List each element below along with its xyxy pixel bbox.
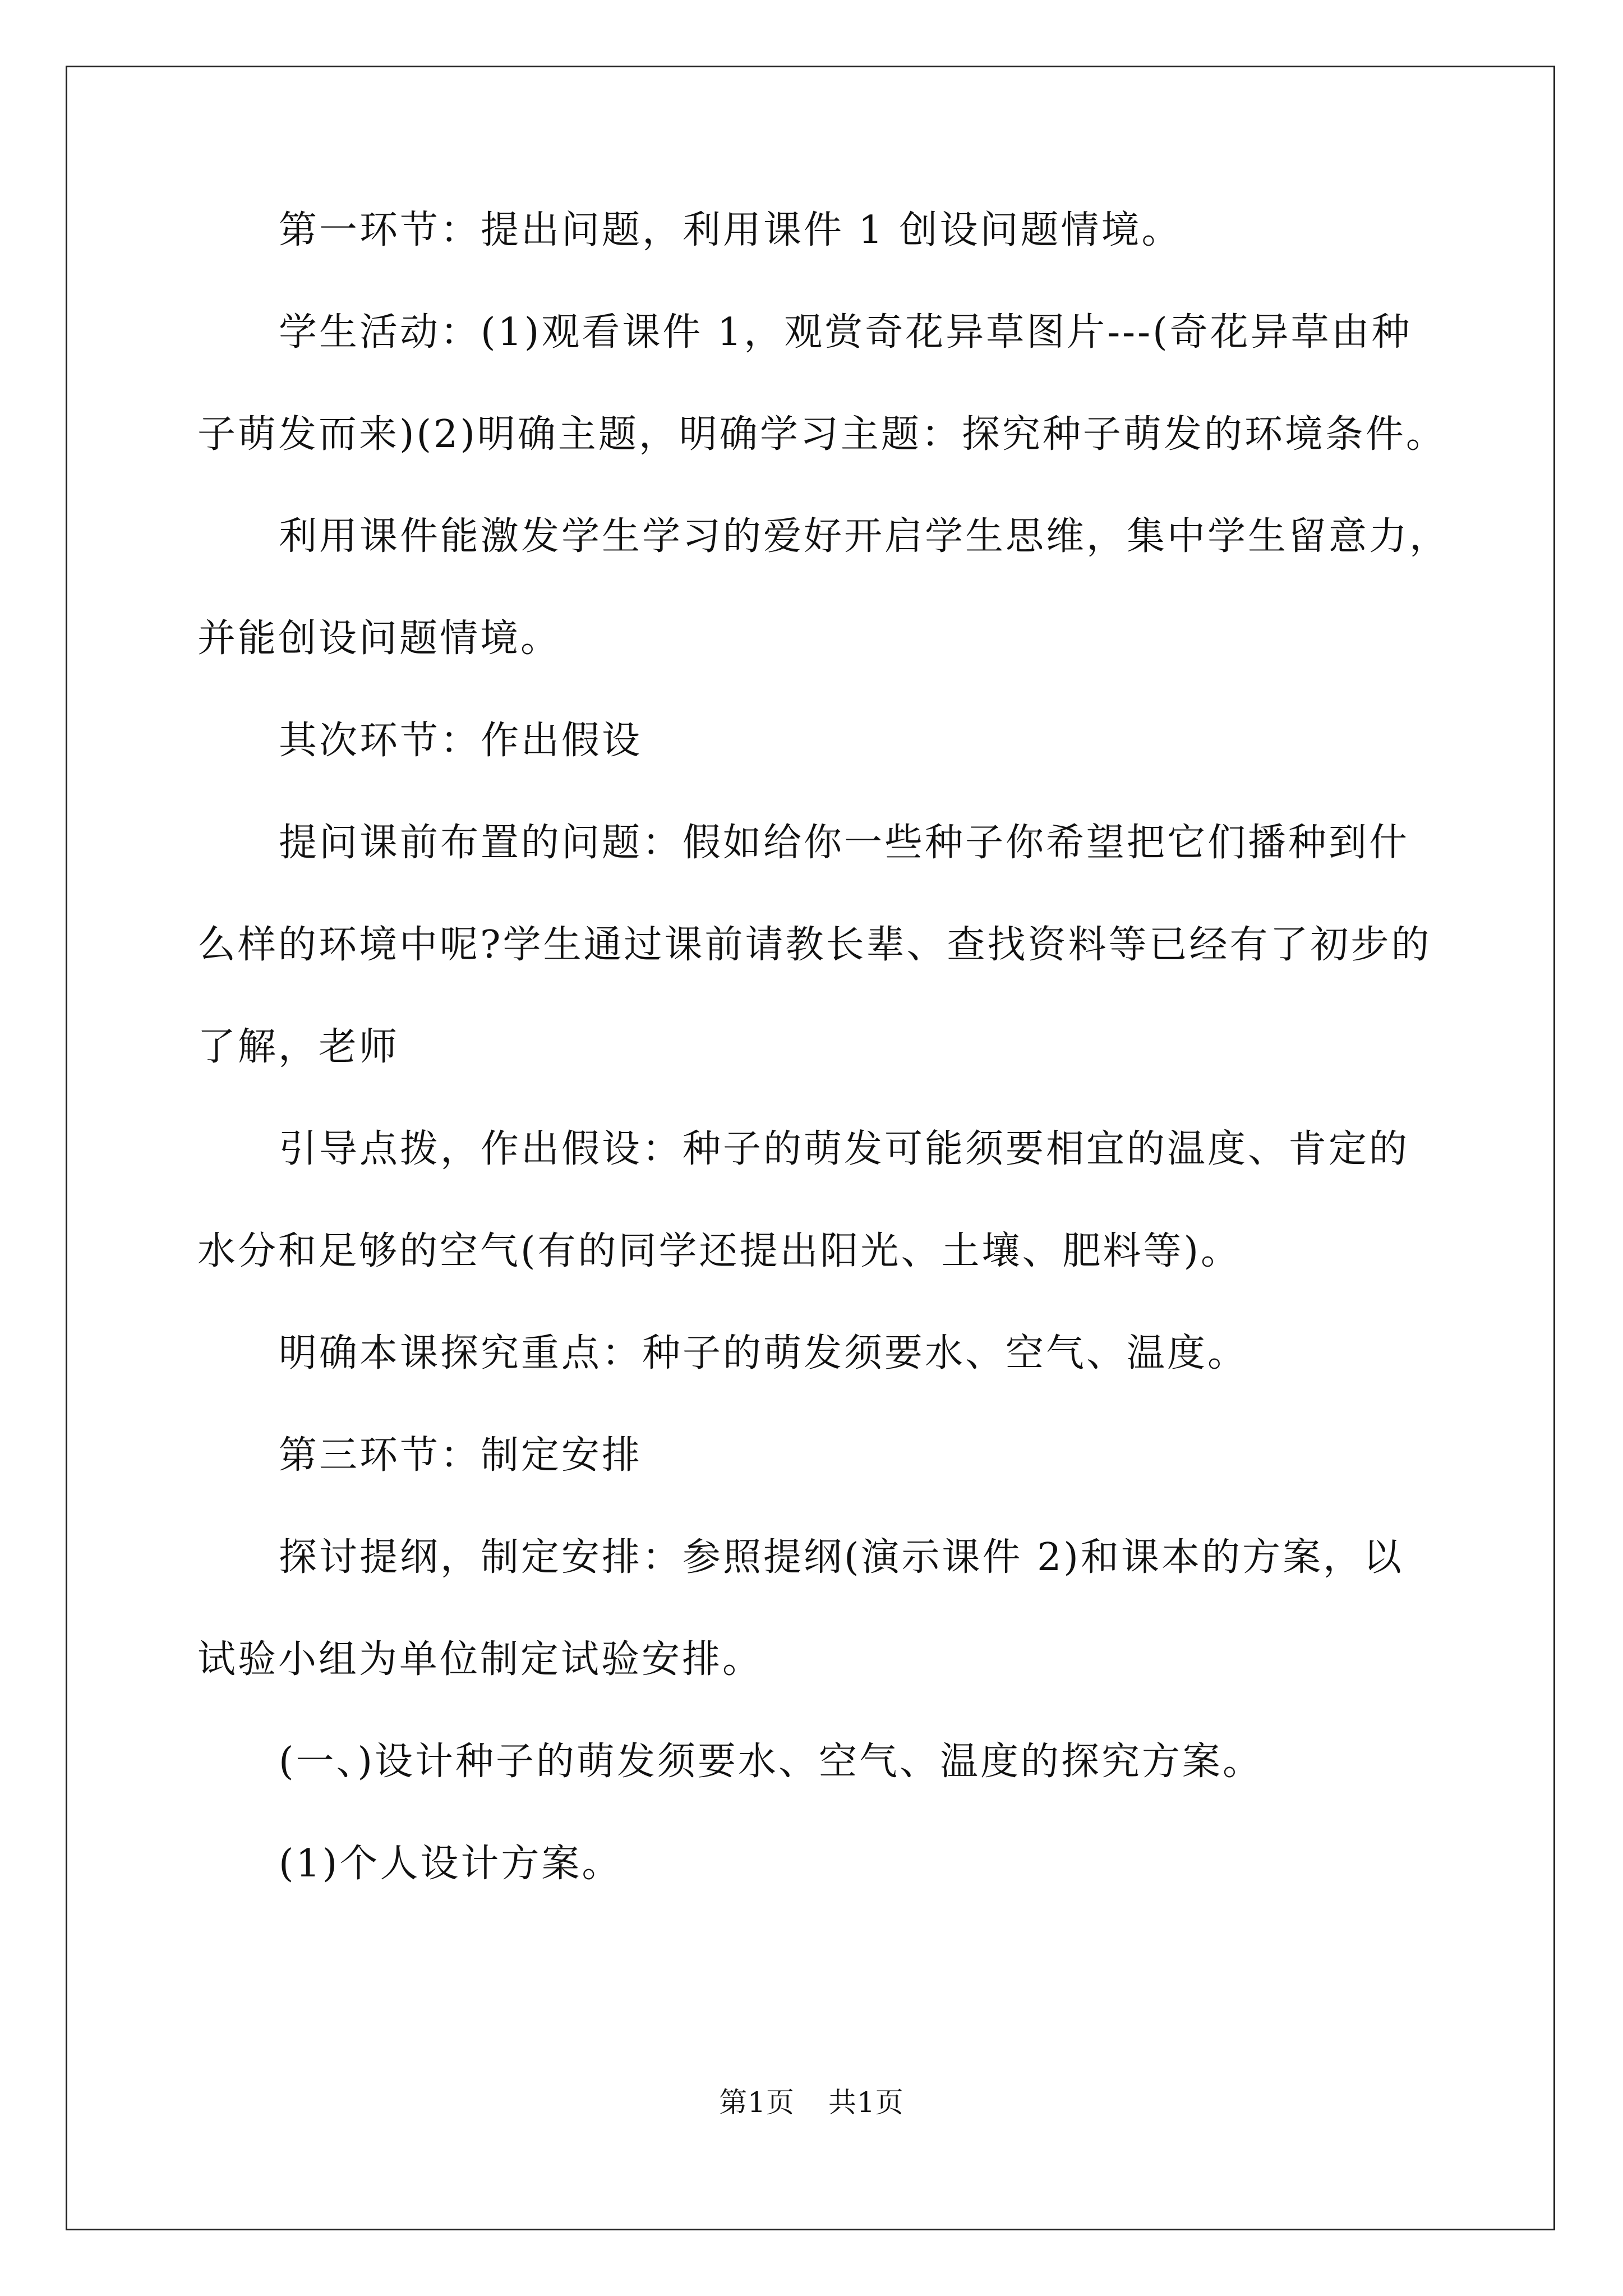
paragraph-line: 学生活动：(1)观看课件 1，观赏奇花异草图片---(奇花异草由种 bbox=[279, 310, 1412, 355]
paragraph-line: 其次环节：作出假设 bbox=[279, 719, 643, 763]
paragraph-line: (1)个人设计方案。 bbox=[279, 1842, 623, 1886]
paragraph-line: (一、)设计种子的萌发须要水、空气、温度的探究方案。 bbox=[279, 1740, 1264, 1784]
page-number: 第1页 bbox=[719, 2086, 795, 2119]
paragraph-line: 么样的环境中呢?学生通过课前请教长辈、查找资料等已经有了初步的 bbox=[197, 923, 1432, 967]
page-total: 共1页 bbox=[828, 2086, 904, 2119]
paragraph-line: 提问课前布置的问题：假如给你一些种子你希望把它们播种到什 bbox=[279, 821, 1410, 865]
document-body bbox=[197, 180, 1450, 1915]
paragraph-line: 第三环节：制定安排 bbox=[279, 1433, 643, 1478]
paragraph-line: 第一环节：提出问题，利用课件 1 创设问题情境。 bbox=[279, 208, 1182, 252]
paragraph-line: 水分和足够的空气(有的同学还提出阳光、土壤、肥料等)。 bbox=[197, 1229, 1242, 1273]
paragraph-line: 利用课件能激发学生学习的爱好开启学生思维，集中学生留意力， bbox=[279, 514, 1450, 559]
paragraph-line: 明确本课探究重点：种子的萌发须要水、空气、温度。 bbox=[279, 1331, 1248, 1375]
paragraph-line: 了解，老师 bbox=[197, 1025, 400, 1069]
paragraph-line: 探讨提纲，制定安排：参照提纲(演示课件 2)和课本的方案，以 bbox=[279, 1535, 1404, 1580]
paragraph-line: 子萌发而来)(2)明确主题，明确学习主题：探究种子萌发的环境条件。 bbox=[197, 412, 1446, 457]
paragraph-line: 试验小组为单位制定试验安排。 bbox=[197, 1637, 763, 1682]
page-footer bbox=[0, 2080, 1623, 2120]
paragraph-line: 引导点拨，作出假设：种子的萌发可能须要相宜的温度、肯定的 bbox=[279, 1127, 1410, 1171]
paragraph-line: 并能创设问题情境。 bbox=[197, 616, 561, 661]
